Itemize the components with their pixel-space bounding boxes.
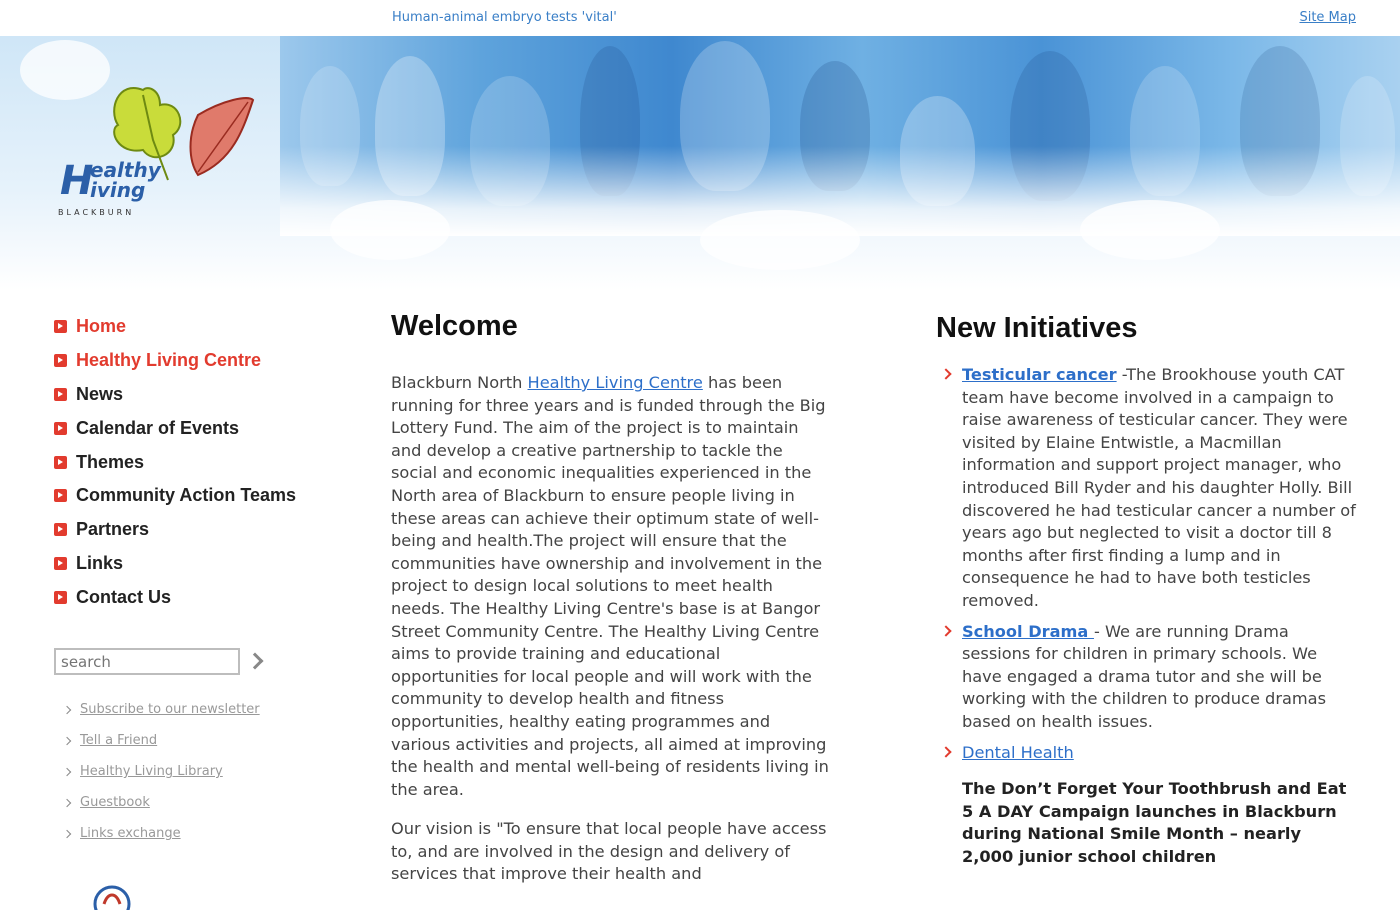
testicular-cancer-link[interactable]: Testicular cancer <box>962 365 1117 384</box>
sub-link-guestbook <box>64 790 260 821</box>
nav-item-home[interactable]: Home <box>54 310 354 344</box>
sub-link-links-exchange <box>64 821 260 852</box>
nav-arrow-icon <box>54 557 67 570</box>
nav-item-links[interactable]: Links <box>54 547 354 581</box>
nav-arrow-icon <box>54 354 67 367</box>
nav-item-healthy-living-centre[interactable]: Healthy Living Centre <box>54 344 354 378</box>
vision-paragraph: Our vision is "To ensure that local people have access to, and are involved in the design and delivery of services that improve their health and <box>391 819 827 884</box>
nav-arrow-icon <box>54 388 67 401</box>
initiative-item: School Drama - We are running Drama sessions for children in primary schools. We have engaged a drama tutor and she will be working with the children to produce dramas based on health issues. <box>936 621 1356 734</box>
nav-arrow-icon <box>54 456 67 469</box>
chevron-right-icon <box>63 829 71 837</box>
guestbook-link[interactable]: Guestbook <box>80 795 150 810</box>
nav-arrow-icon <box>54 422 67 435</box>
chevron-right-icon <box>936 621 962 734</box>
initiative-item: Testicular cancer -The Brookhouse youth CAT team have become involved in a campaign to raise awareness of testicular cancer. They were visited by Elaine Entwistle, a Macmillan information and support project manager, who introduced Bill Ryder and his daughter Holly. Bill discovered he had testicular cancer a number of years ago but neglected to visit a doctor till 8 months after first finding a lump and in consequence he had to have both testicles removed. <box>936 364 1356 613</box>
nav-item-contact-us[interactable]: Contact Us <box>54 580 354 614</box>
healthy-living-library-link[interactable]: Healthy Living Library <box>80 764 223 779</box>
smile-month-promo: The Don’t Forget Your Toothbrush and Eat 5 A DAY Campaign launches in Blackburn during National Smile Month – nearly 2,000 junior school children <box>962 779 1347 866</box>
nav-item-partners[interactable]: Partners <box>54 513 354 547</box>
nav-arrow-icon <box>54 523 67 536</box>
main-navigation <box>54 310 354 614</box>
partner-badge-icon[interactable] <box>92 884 132 910</box>
chevron-right-icon <box>63 767 71 775</box>
header-photo-banner <box>280 36 1400 236</box>
chevron-right-icon <box>63 705 71 713</box>
nav-arrow-icon <box>54 320 67 333</box>
tell-a-friend-link[interactable]: Tell a Friend <box>80 733 158 748</box>
search-box <box>54 648 266 675</box>
new-initiatives-section <box>936 310 1356 868</box>
search-input[interactable] <box>54 648 240 675</box>
sub-link-tell-friend <box>64 728 260 759</box>
sub-link-newsletter <box>64 697 260 728</box>
logo-place-name: BLACKBURN <box>58 208 135 217</box>
nav-item-news[interactable]: News <box>54 378 354 412</box>
initiatives-heading: New Initiatives <box>936 312 1138 344</box>
site-map-link[interactable]: Site Map <box>1299 10 1356 25</box>
nav-item-community-action-teams[interactable]: Community Action Teams <box>54 479 354 513</box>
healthy-living-logo[interactable]: H ealthy iving BLACKBURN <box>48 60 268 230</box>
healthy-living-centre-link[interactable]: Healthy Living Centre <box>527 373 703 392</box>
school-drama-link[interactable]: School Drama <box>962 621 1094 641</box>
secondary-links <box>64 697 260 852</box>
sub-link-library <box>64 759 260 790</box>
subscribe-newsletter-link[interactable]: Subscribe to our newsletter <box>80 702 260 717</box>
welcome-paragraph: Blackburn North Healthy Living Centre has been running for three years and is funded through the Big Lottery Fund. The aim of the project is to maintain and develop a creative partnership to tackle the social and economic inequalities experienced in the North area of Blackburn to ensure people living in these areas can achieve their optimum state of well-being and health.The project will ensure that the communities have ownership and involvement in the project to design local solutions to meet health needs. The Healthy Living Centre's base is at Bangor Street Community Centre. The Healthy Living Centre aims to provide training and educational opportunities for local people and will work with the community to develop health and fitness opportunities, healthy eating programmes and various activities and projects, all aimed at improving the health and mental well-being of residents living in the area. <box>391 373 829 799</box>
welcome-heading: Welcome <box>391 310 518 342</box>
links-exchange-link[interactable]: Links exchange <box>80 826 181 841</box>
nav-arrow-icon <box>54 591 67 604</box>
chevron-right-icon <box>63 736 71 744</box>
news-ticker[interactable]: Human-animal embryo tests 'vital' <box>392 10 617 25</box>
chevron-right-icon <box>63 798 71 806</box>
initiative-item <box>936 742 1356 765</box>
dental-health-link[interactable]: Dental Health <box>962 742 1074 762</box>
nav-arrow-icon <box>54 489 67 502</box>
nav-item-themes[interactable]: Themes <box>54 445 354 479</box>
search-go-arrow-icon[interactable] <box>246 652 266 672</box>
nav-item-calendar[interactable]: Calendar of Events <box>54 411 354 445</box>
site-header <box>0 0 1400 290</box>
welcome-section <box>391 310 831 886</box>
chevron-right-icon <box>936 364 962 613</box>
chevron-right-icon <box>936 742 962 765</box>
